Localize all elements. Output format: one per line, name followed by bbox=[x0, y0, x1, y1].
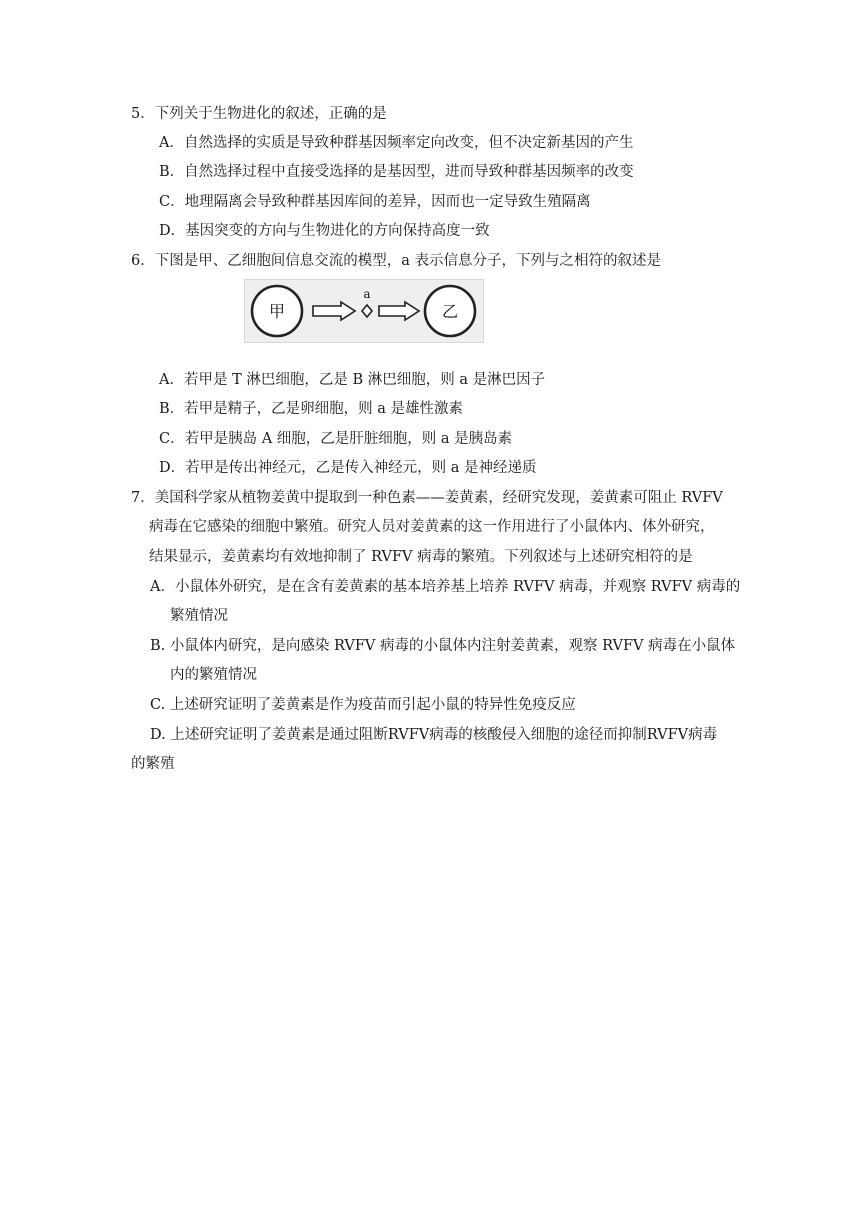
q7-option-d-line-2: 的繁殖 bbox=[131, 756, 175, 772]
right-cell-label: 乙 bbox=[441, 302, 459, 321]
q7-stem-line-2: 病毒在它感染的细胞中繁殖。研究人员对姜黄素的这一作用进行了小鼠体内、体外研究， bbox=[149, 519, 715, 535]
q7-option-a-line-1: A．小鼠体外研究，是在含有姜黄素的基本培养基上培养 RVFV 病毒，并观察 RVFV 病毒的 bbox=[150, 579, 741, 595]
left-arrow-icon bbox=[313, 302, 355, 320]
q7-option-b-line-2: 内的繁殖情况 bbox=[170, 667, 257, 683]
q5-option-a: A．自然选择的实质是导致种群基因频率定向改变，但不决定新基因的产生 bbox=[159, 135, 634, 151]
signal-label: a bbox=[363, 287, 371, 301]
right-arrow-icon bbox=[379, 302, 419, 320]
cell-signaling-diagram bbox=[244, 279, 484, 343]
q5-option-c: C．地理隔离会导致种群基因库间的差异，因而也一定导致生殖隔离 bbox=[159, 194, 591, 210]
signal-molecule-icon bbox=[362, 305, 372, 317]
q7-option-b-line-1: B. 小鼠体内研究，是向感染 RVFV 病毒的小鼠体内注射姜黄素，观察 RVFV 病毒在小鼠体 bbox=[150, 638, 736, 654]
q6-option-b: B．若甲是精子，乙是卵细胞，则 a 是雄性激素 bbox=[159, 401, 464, 417]
q7-option-d-line-1: D. 上述研究证明了姜黄素是通过阻断RVFV病毒的核酸侵入细胞的途径而抑制RVFV病毒 bbox=[150, 727, 718, 743]
q6-stem: 6．下图是甲、乙细胞间信息交流的模型，a 表示信息分子，下列与之相符的叙述是 bbox=[131, 253, 661, 269]
q5-option-d: D．基因突变的方向与生物进化的方向保持高度一致 bbox=[159, 223, 490, 239]
q7-option-a-line-2: 繁殖情况 bbox=[170, 608, 228, 624]
q6-option-c: C．若甲是胰岛 A 细胞，乙是肝脏细胞，则 a 是胰岛素 bbox=[159, 431, 513, 447]
q7-option-c: C. 上述研究证明了姜黄素是作为疫苗而引起小鼠的特异性免疫反应 bbox=[150, 697, 576, 713]
q6-option-a: A．若甲是 T 淋巴细胞，乙是 B 淋巴细胞，则 a 是淋巴因子 bbox=[159, 372, 546, 388]
q5-option-b: B．自然选择过程中直接受选择的是基因型，进而导致种群基因频率的改变 bbox=[159, 164, 634, 180]
q7-stem-line-1: 7．美国科学家从植物姜黄中提取到一种色素——姜黄素，经研究发现，姜黄素可阻止 RVFV bbox=[131, 490, 723, 506]
q7-stem-line-3: 结果显示，姜黄素均有效地抑制了 RVFV 病毒的繁殖。下列叙述与上述研究相符的是 bbox=[149, 549, 693, 565]
q5-stem: 5．下列关于生物进化的叙述，正确的是 bbox=[131, 106, 387, 122]
q6-option-d: D．若甲是传出神经元，乙是传入神经元，则 a 是神经递质 bbox=[159, 460, 537, 476]
left-cell-label: 甲 bbox=[268, 302, 286, 321]
